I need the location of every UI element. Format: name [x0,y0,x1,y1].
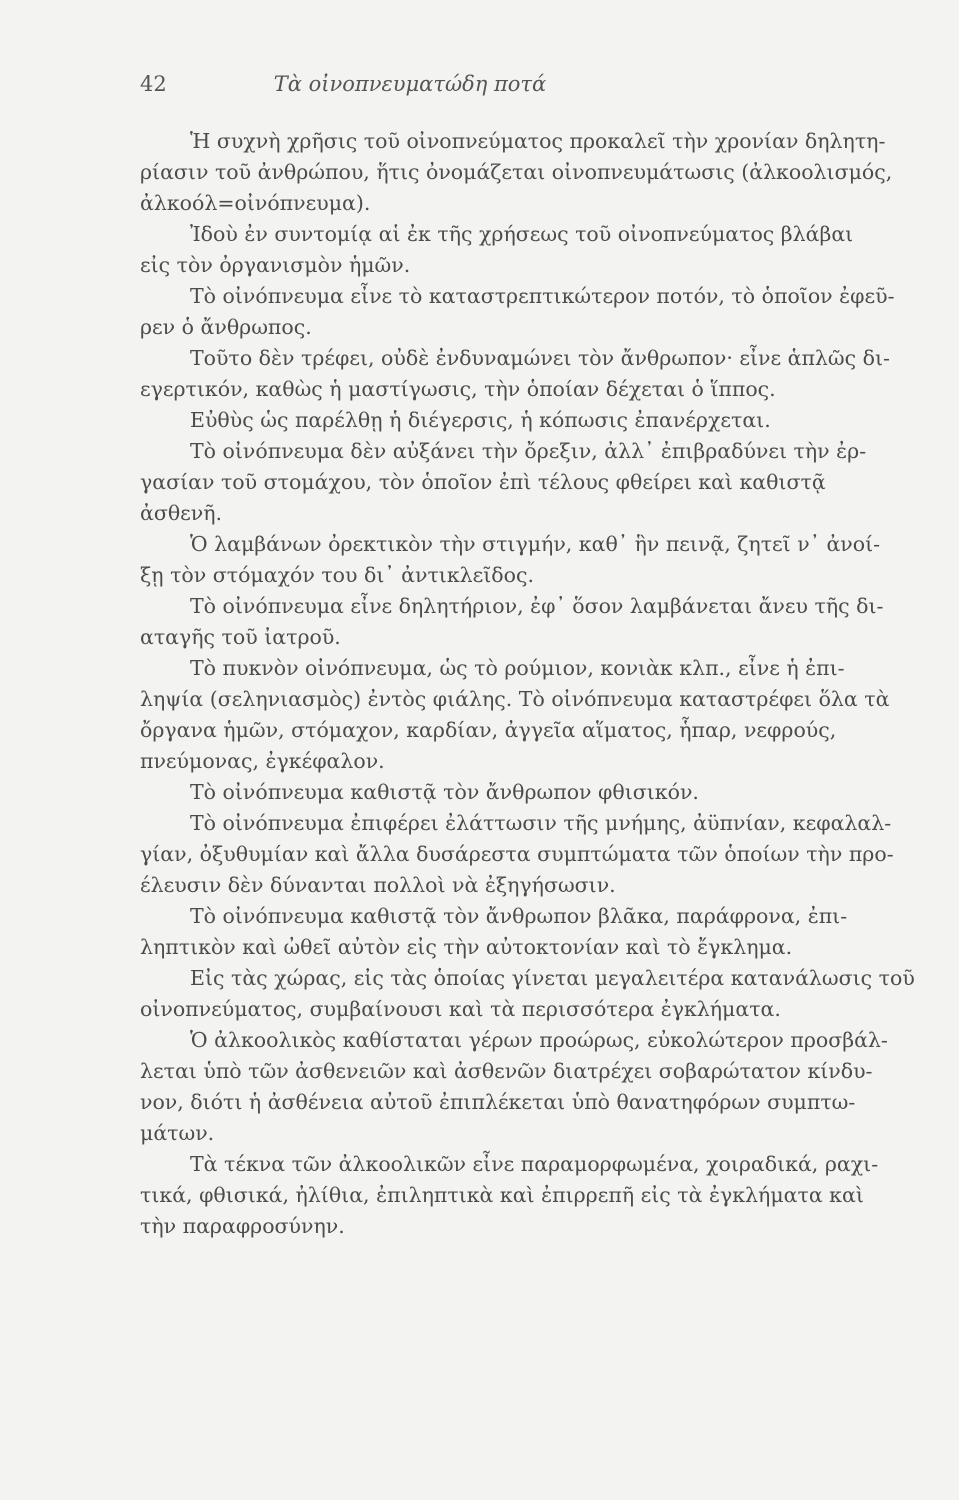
text-line: ὄργανα ἡμῶν, στόμαχον, καρδίαν, ἀγγεῖα αἵματος, ἧπαρ, νεφρούς, [140,718,837,742]
text-line: γίαν, ὀξυθυμίαν καὶ ἄλλα δυσάρεστα συμπτώματα τῶν ὁποίων τὴν προ- [140,842,894,866]
text-line: εἰς τὸν ὀργανισμὸν ἡμῶν. [140,253,411,277]
text-line: ἀλκοόλ=οἰνόπνευμα). [140,191,371,215]
text-line: νον, διότι ἡ ἀσθένεια αὐτοῦ ἐπιπλέκεται ὑπὸ θανατηφόρων συμπτω- [140,1090,856,1114]
text-line: Τὰ τέκνα τῶν ἀλκοολικῶν εἶνε παραμορφωμένα, χοιραδικά, ραχι- [190,1152,879,1176]
text-line: μάτων. [140,1121,215,1145]
text-line: Ἡ συχνὴ χρῆσις τοῦ οἰνοπνεύματος προκαλεῖ τὴν χρονίαν δηλητη- [190,129,886,153]
page-number: 42 [140,72,167,96]
text-line: εγερτικόν, καθὼς ἡ μαστίγωσις, τὴν ὁποίαν δέχεται ὁ ἵππος. [140,377,776,401]
text-line: Τὸ οἰνόπνευμα εἶνε τὸ καταστρεπτικώτερον ποτόν, τὸ ὁποῖον ἐφεῦ- [190,284,895,308]
page-header [140,72,680,106]
text-line: Τὸ οἰνόπνευμα καθιστᾷ τὸν ἄνθρωπον φθισικόν. [190,780,699,804]
text-line: Τὸ πυκνὸν οἰνόπνευμα, ὡς τὸ ρούμιον, κονιὰκ κλπ., εἶνε ἡ ἐπι- [190,656,845,680]
text-line: γασίαν τοῦ στομάχου, τὸν ὁποῖον ἐπὶ τέλους φθείρει καὶ καθιστᾷ [140,470,826,494]
text-line: Τὸ οἰνόπνευμα καθιστᾷ τὸν ἄνθρωπον βλᾶκα, παράφρονα, ἐπι- [190,904,848,928]
text-line: λεται ὑπὸ τῶν ἀσθενειῶν καὶ ἀσθενῶν διατρέχει σοβαρώτατον κίνδυ- [140,1059,873,1083]
text-line: ρεν ὁ ἄνθρωπος. [140,315,312,339]
text-line: ρίασιν τοῦ ἀνθρώπου, ἥτις ὀνομάζεται οἰνοπνευμάτωσις (ἀλκοολισμός, [140,160,893,184]
text-line: Εὐθὺς ὡς παρέλθῃ ἡ διέγερσις, ἡ κόπωσις ἐπανέρχεται. [190,408,771,432]
text-line: πνεύμονας, ἐγκέφαλον. [140,749,385,773]
text-line: Ὁ ἀλκοολικὸς καθίσταται γέρων προώρως, εὐκολώτερον προσβάλ- [190,1028,888,1052]
text-line: Τοῦτο δὲν τρέφει, οὐδὲ ἐνδυναμώνει τὸν ἄνθρωπον· εἶνε ἁπλῶς δι- [190,346,890,370]
text-line: Τὸ οἰνόπνευμα ἐπιφέρει ἐλάττωσιν τῆς μνήμης, ἀϋπνίαν, κεφαλαλ- [190,811,892,835]
running-title: Τὰ οἰνοπνευματώδη ποτά [273,72,547,96]
text-line: Εἰς τὰς χώρας, εἰς τὰς ὁποίας γίνεται μεγαλειτέρα κατανάλωσις τοῦ [190,966,915,990]
text-line: Ὁ λαμβάνων ὀρεκτικὸν τὴν στιγμήν, καθ᾽ ἣν πεινᾷ, ζητεῖ ν᾽ ἀνοί- [190,532,881,556]
text-line: Τὸ οἰνόπνευμα εἶνε δηλητήριον, ἐφ᾽ ὅσον λαμβάνεται ἄνευ τῆς δι- [190,594,884,618]
text-line: ξῃ τὸν στόμαχόν του δι᾽ ἀντικλεῖδος. [140,563,534,587]
text-line: τικά, φθισικά, ἠλίθια, ἐπιληπτικὰ καὶ ἐπιρρεπῆ εἰς τὰ ἐγκλήματα καὶ [140,1183,864,1207]
text-line: οἰνοπνεύματος, συμβαίνουσι καὶ τὰ περισσότερα ἐγκλήματα. [140,997,781,1021]
body-text [140,126,940,1242]
text-line: ληπτικὸν καὶ ὠθεῖ αὐτὸν εἰς τὴν αὐτοκτονίαν καὶ τὸ ἔγκλημα. [140,935,793,959]
text-line: τὴν παραφροσύνην. [140,1214,345,1238]
text-line: έλευσιν δὲν δύνανται πολλοὶ νὰ ἐξηγήσωσιν. [140,873,616,897]
text-line: Τὸ οἰνόπνευμα δὲν αὐξάνει τὴν ὄρεξιν, ἀλλ᾽ ἐπιβραδύνει τὴν ἐρ- [190,439,867,463]
text-line: Ἰδοὺ ἐν συντομίᾳ αἱ ἐκ τῆς χρήσεως τοῦ οἰνοπνεύματος βλάβαι [190,222,854,246]
text-line: αταγῆς τοῦ ἰατροῦ. [140,625,341,649]
text-line: ληψία (σεληνιασμὸς) ἐντὸς φιάλης. Τὸ οἰνόπνευμα καταστρέφει ὅλα τὰ [140,687,890,711]
text-line: ἀσθενῆ. [140,501,223,525]
